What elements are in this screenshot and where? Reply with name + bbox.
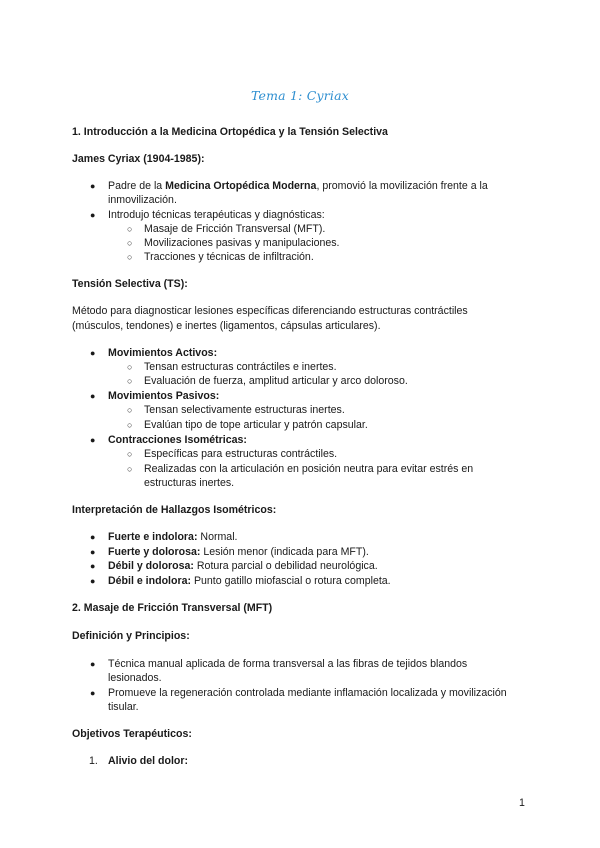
- bullet-text: Introdujo técnicas terapéuticas y diagnósticas:: [108, 209, 325, 221]
- sub-bullet-text: Evalúan tipo de tope articular y patrón capsular.: [144, 419, 368, 431]
- sub-bullet-text-continued: estructuras inertes.: [144, 477, 235, 489]
- bullet-text-continued: tisular.: [108, 701, 139, 713]
- bullet-text-continued: lesionados.: [108, 672, 162, 684]
- circle-bullet-icon: ○: [127, 405, 133, 415]
- ts-heading: Tensión Selectiva (TS):: [72, 278, 188, 290]
- circle-bullet-icon: ○: [127, 362, 133, 372]
- objectives-heading: Objetivos Terapéuticos:: [72, 728, 192, 740]
- bullet-icon: ●: [90, 532, 96, 542]
- list-number: 1.: [89, 755, 98, 767]
- bullet-icon: ●: [90, 576, 96, 586]
- bullet-icon: ●: [90, 659, 96, 669]
- sub-bullet-text: Movilizaciones pasivas y manipulaciones.: [144, 237, 340, 249]
- circle-bullet-icon: ○: [127, 464, 133, 474]
- bullet-icon: ●: [90, 210, 96, 220]
- interp-item: Débil e indolora: Punto gatillo miofascial o rotura completa.: [108, 575, 391, 587]
- activos-label: Movimientos Activos:: [108, 347, 218, 359]
- bullet-text: Técnica manual aplicada de forma transversal a las fibras de tejidos blandos: [108, 658, 468, 670]
- ts-paragraph-line-1: Método para diagnosticar lesiones específicas diferenciando estructuras contráctiles: [72, 305, 468, 317]
- circle-bullet-icon: ○: [127, 224, 133, 234]
- person-heading: James Cyriax (1904-1985):: [72, 153, 205, 165]
- sub-bullet-text: Específicas para estructuras contráctiles.: [144, 448, 338, 460]
- circle-bullet-icon: ○: [127, 420, 133, 430]
- section-1-heading: 1. Introducción a la Medicina Ortopédica y la Tensión Selectiva: [72, 126, 388, 138]
- section-2-heading: 2. Masaje de Fricción Transversal (MFT): [72, 602, 273, 614]
- definition-heading: Definición y Principios:: [72, 630, 190, 642]
- sub-bullet-text: Tensan selectivamente estructuras inertes.: [144, 404, 345, 416]
- sub-bullet-text: Tracciones y técnicas de infiltración.: [144, 251, 314, 263]
- circle-bullet-icon: ○: [127, 252, 133, 262]
- ts-paragraph-line-2: (músculos, tendones) e inertes (ligamentos, cápsulas articulares).: [72, 320, 381, 332]
- isometricas-label: Contracciones Isométricas:: [108, 434, 247, 446]
- bullet-icon: ●: [90, 547, 96, 557]
- interp-item: Fuerte e indolora: Normal.: [108, 531, 238, 543]
- interp-item: Fuerte y dolorosa: Lesión menor (indicada para MFT).: [108, 546, 369, 558]
- bullet-icon: ●: [90, 688, 96, 698]
- sub-bullet-text: Tensan estructuras contráctiles e inertes.: [144, 361, 337, 373]
- bullet-icon: ●: [90, 181, 96, 191]
- document-title: Tema 1: Cyriax: [250, 88, 350, 103]
- circle-bullet-icon: ○: [127, 376, 133, 386]
- bullet-icon: ●: [90, 391, 96, 401]
- bullet-text: Promueve la regeneración controlada mediante inflamación localizada y movilización: [108, 687, 507, 699]
- bullet-text: Padre de la Medicina Ortopédica Moderna, promovió la movilización frente a la: [108, 180, 488, 192]
- page-number: 1: [519, 797, 525, 809]
- circle-bullet-icon: ○: [127, 238, 133, 248]
- interp-heading: Interpretación de Hallazgos Isométricos:: [72, 504, 277, 516]
- bullet-icon: ●: [90, 435, 96, 445]
- bullet-icon: ●: [90, 561, 96, 571]
- sub-bullet-text: Realizadas con la articulación en posición neutra para evitar estrés en: [144, 463, 474, 475]
- sub-bullet-text: Evaluación de fuerza, amplitud articular y arco doloroso.: [144, 375, 408, 387]
- bullet-icon: ●: [90, 348, 96, 358]
- interp-item: Débil y dolorosa: Rotura parcial o debilidad neurológica.: [108, 560, 378, 572]
- bullet-text-continued: inmovilización.: [108, 194, 177, 206]
- pasivos-label: Movimientos Pasivos:: [108, 390, 220, 402]
- objective-item: Alivio del dolor:: [108, 755, 189, 767]
- circle-bullet-icon: ○: [127, 449, 133, 459]
- sub-bullet-text: Masaje de Fricción Transversal (MFT).: [144, 223, 326, 235]
